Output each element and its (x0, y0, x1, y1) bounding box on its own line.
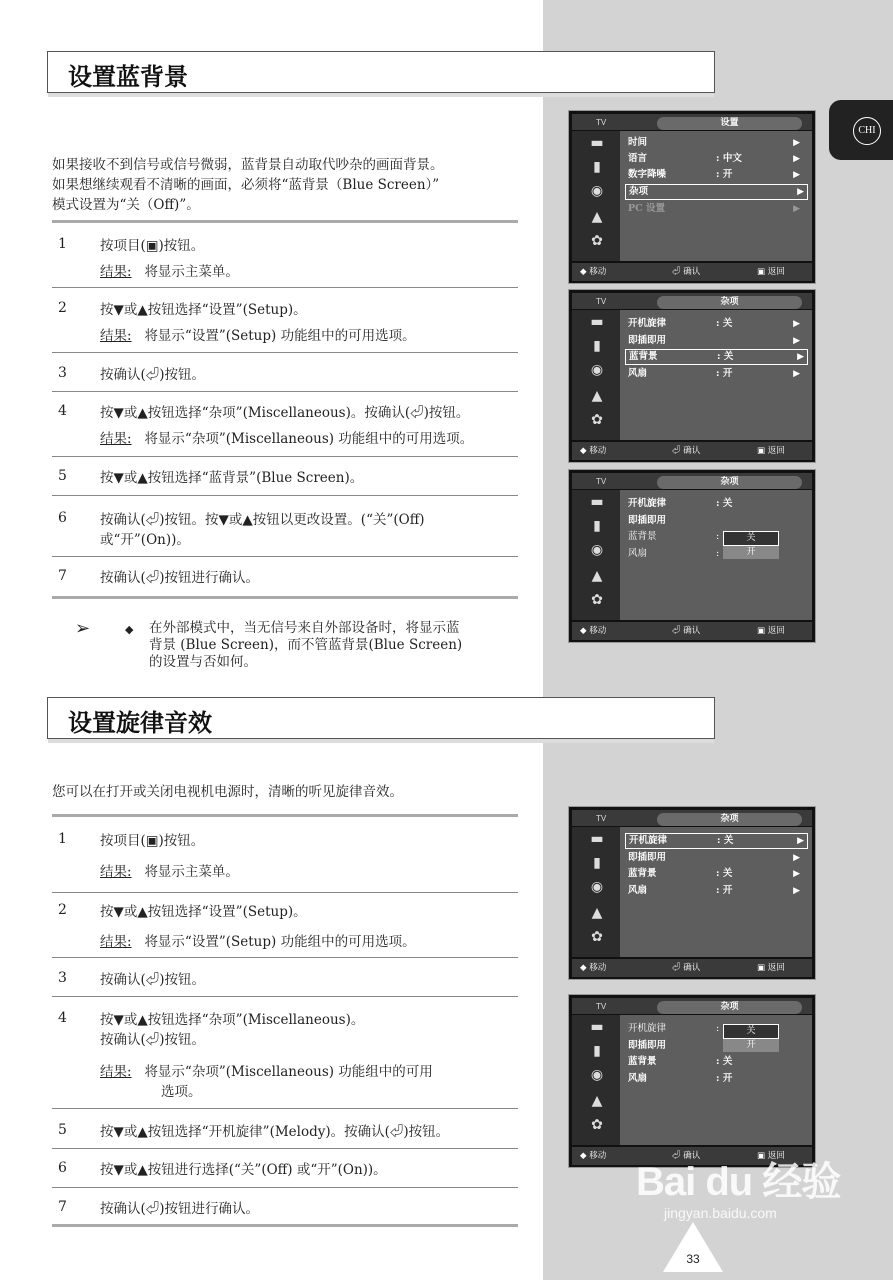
osd-move-hint: ◆ 移动 (580, 963, 607, 973)
osd-tv-label: TV (596, 477, 607, 486)
osd-row-value: : 中文 (716, 153, 742, 164)
arrow-right-icon: ▶ (793, 204, 800, 214)
step-result (100, 1062, 520, 1102)
step-text: 按▼或▲按钮选择“蓝背景”(Blue Screen)。 (100, 470, 364, 486)
osd-row-value: : 开 (716, 169, 733, 180)
step-result (100, 429, 520, 449)
osd-row (628, 850, 800, 866)
osd-row (628, 366, 800, 382)
picture-icon: ▬ (590, 314, 604, 330)
osd-icon-column (572, 827, 620, 957)
channel-icon: ◉ (590, 542, 604, 558)
arrow-right-icon: ▶ (793, 138, 800, 148)
result-text: 将显示“设置”(Setup) 功能组中的可用选项。 (144, 934, 416, 950)
step-result (100, 862, 520, 882)
osd-back-hint: ▣ 返回 (757, 446, 785, 456)
osd-move-hint: ◆ 移动 (580, 267, 607, 277)
note-line: 的设置与否如何。 (149, 654, 257, 670)
watermark-brand: Bai du 经验 (636, 1160, 841, 1204)
input-icon: ✿ (591, 1117, 603, 1133)
step-text: 按确认(⏎)按钮进行确认。 (100, 1201, 260, 1217)
divider (52, 1108, 518, 1109)
osd-back-hint: ▣ 返回 (757, 963, 785, 973)
step-text: 按项目(▣)按钮。 (100, 238, 205, 254)
result-text: 选项。 (161, 1084, 202, 1100)
divider (52, 456, 518, 457)
osd-icon-column (572, 310, 620, 440)
osd-main (620, 827, 812, 957)
osd-row-label: 风扇 (628, 548, 648, 559)
osd-row (628, 201, 800, 217)
osd-title: 杂项 (657, 476, 802, 489)
osd-tv-label: TV (596, 1002, 607, 1011)
step-text (100, 510, 520, 550)
language-badge: CHI (853, 117, 881, 145)
step-number: 3 (58, 970, 67, 986)
step-text: 按▼或▲按钮选择“设置”(Setup)。 (100, 302, 307, 318)
osd-row-value: : 开 (716, 885, 733, 896)
osd-row-label: 开机旋律 (628, 318, 667, 329)
osd-row-label: 即插即用 (628, 515, 667, 526)
osd-move-hint: ◆ 移动 (580, 446, 607, 456)
step-text: 按▼或▲按钮选择“开机旋律”(Melody)。按确认(⏎)按钮。 (100, 1124, 450, 1140)
osd-row (628, 496, 800, 512)
osd-row-value: : 关 (717, 835, 734, 846)
section1-title: 设置蓝背景 (68, 62, 188, 91)
arrow-right-icon: ▶ (793, 869, 800, 879)
osd-row-label: 杂项 (629, 186, 649, 197)
osd-row-value: : 关 (716, 1056, 733, 1067)
osd-row-label: PC 设置 (628, 203, 666, 214)
osd-row (628, 135, 800, 151)
osd-tv-label: TV (596, 814, 607, 823)
step-text: 按确认(⏎)按钮进行确认。 (100, 570, 260, 586)
sound-icon: ▮ (593, 1043, 601, 1059)
sound-icon: ▮ (593, 518, 601, 534)
step-number: 2 (58, 300, 67, 316)
osd-row-colon: : (716, 548, 720, 559)
result-text: 将显示主菜单。 (144, 264, 239, 280)
osd-option-on: 开 (723, 546, 779, 559)
osd-ok-hint: ⏎ 确认 (672, 963, 701, 973)
sound-icon: ▮ (593, 338, 601, 354)
intro-line: 如果接收不到信号或信号微弱，蓝背景自动取代吵杂的画面背景。 (52, 157, 444, 173)
osd-back-hint: ▣ 返回 (757, 626, 785, 636)
osd-row-value: : 关 (716, 498, 733, 509)
section2-title: 设置旋律音效 (68, 708, 212, 737)
osd-row-selected (625, 833, 808, 849)
step-line: 按确认(⏎)按钮。 (100, 1032, 206, 1048)
osd-option-popup (723, 1024, 779, 1052)
channel-icon: ◉ (590, 879, 604, 895)
osd-misc-menu-4 (568, 994, 816, 1168)
osd-row-label: 即插即用 (628, 852, 667, 863)
result-label: 结果: (100, 328, 132, 344)
osd-move-hint: ◆ 移动 (580, 1151, 607, 1161)
result-label: 结果: (100, 864, 132, 880)
step-number: 1 (58, 236, 67, 252)
osd-icon-column (572, 131, 620, 261)
intro-line: 模式设置为“关（Off)”。 (52, 197, 200, 213)
divider (52, 996, 518, 997)
osd-row (628, 333, 800, 349)
picture-icon: ▬ (590, 135, 604, 151)
input-icon: ✿ (591, 929, 603, 945)
osd-footer (572, 442, 812, 460)
osd-tv-label: TV (596, 118, 607, 127)
divider (52, 596, 518, 599)
arrow-right-icon: ▶ (793, 154, 800, 164)
osd-row-label: 语言 (628, 153, 648, 164)
result-text: 将显示主菜单。 (144, 864, 239, 880)
step-result (100, 932, 520, 952)
note-text (149, 620, 519, 671)
divider (52, 957, 518, 958)
step-number: 5 (58, 468, 67, 484)
setup-icon: ▲ (591, 388, 603, 404)
osd-misc-menu-1 (568, 289, 816, 463)
osd-row-label: 数字降噪 (628, 169, 667, 180)
osd-main (620, 1015, 812, 1145)
divider (52, 556, 518, 557)
note-line: 在外部模式中，当无信号来自外部设备时，将显示蓝 (149, 620, 460, 636)
divider (52, 352, 518, 353)
intro-line: 如果想继续观看不清晰的画面，必须将“蓝背景（Blue Screen）” (52, 177, 440, 193)
osd-title: 杂项 (657, 813, 802, 826)
osd-row-label: 开机旋律 (628, 498, 667, 509)
input-icon: ✿ (591, 592, 603, 608)
step-number: 2 (58, 902, 67, 918)
divider (52, 495, 518, 496)
osd-row-label: 即插即用 (628, 335, 667, 346)
osd-footer (572, 622, 812, 640)
osd-row-label: 风扇 (628, 885, 648, 896)
osd-row-value: : 关 (716, 868, 733, 879)
osd-main (620, 490, 812, 620)
osd-misc-menu-3 (568, 806, 816, 980)
osd-row-label: 开机旋律 (629, 835, 668, 846)
setup-icon: ▲ (591, 1093, 603, 1109)
step-text: 按确认(⏎)按钮。 (100, 367, 206, 383)
osd-row (628, 1071, 800, 1087)
divider (52, 391, 518, 392)
osd-option-off: 关 (723, 531, 779, 546)
osd-header (572, 293, 812, 309)
osd-main (620, 131, 812, 261)
osd-title: 设置 (657, 117, 802, 130)
osd-header (572, 810, 812, 826)
step-result (100, 262, 520, 282)
arrow-right-icon: ▶ (793, 170, 800, 180)
arrow-right-icon: ▶ (797, 187, 804, 197)
result-label: 结果: (100, 1064, 132, 1080)
step-text (100, 1010, 520, 1050)
setup-icon: ▲ (591, 209, 603, 225)
result-text: 将显示“设置”(Setup) 功能组中的可用选项。 (144, 328, 416, 344)
osd-header (572, 114, 812, 130)
result-text: 将显示“杂项”(Miscellaneous) 功能组中的可用 (144, 1064, 433, 1080)
arrow-right-icon: ▶ (793, 319, 800, 329)
divider (52, 220, 518, 223)
osd-row (628, 883, 800, 899)
arrow-right-icon: ▶ (793, 336, 800, 346)
step-text: 按▼或▲按钮进行选择(“关”(Off) 或“开”(On))。 (100, 1162, 387, 1178)
step-number: 7 (58, 568, 67, 584)
arrow-right-icon: ▶ (797, 352, 804, 362)
osd-row-selected (625, 349, 808, 365)
osd-row (628, 151, 800, 167)
arrow-right-icon: ▶ (797, 836, 804, 846)
osd-row-value: : 关 (717, 351, 734, 362)
osd-row-selected (625, 184, 808, 200)
channel-icon: ◉ (590, 183, 604, 199)
step-number: 4 (58, 1010, 67, 1026)
osd-footer (572, 959, 812, 977)
step-number: 3 (58, 365, 67, 381)
watermark (636, 1150, 840, 1221)
osd-tv-label: TV (596, 297, 607, 306)
osd-row-colon: : (716, 531, 720, 542)
language-tab (829, 100, 893, 160)
osd-title: 杂项 (657, 296, 802, 309)
picture-icon: ▬ (590, 1019, 604, 1035)
arrow-right-icon: ▶ (793, 853, 800, 863)
sound-icon: ▮ (593, 855, 601, 871)
step-number: 7 (58, 1199, 67, 1215)
osd-back-hint: ▣ 返回 (757, 267, 785, 277)
osd-move-hint: ◆ 移动 (580, 626, 607, 636)
section2-intro: 您可以在打开或关闭电视机电源时，清晰的听见旋律音效。 (52, 784, 403, 800)
osd-main (620, 310, 812, 440)
section1-intro (52, 155, 522, 215)
step-text: 按确认(⏎)按钮。 (100, 972, 206, 988)
step-text: 按▼或▲按钮选择“杂项”(Miscellaneous)。按确认(⏎)按钮。 (100, 405, 470, 421)
note-line: 背景 (Blue Screen)，而不管蓝背景(Blue Screen) (149, 637, 463, 653)
osd-header (572, 473, 812, 489)
step-line: 按确认(⏎)按钮。按▼或▲按钮以更改设置。(“关”(Off) (100, 512, 425, 528)
picture-icon: ▬ (590, 494, 604, 510)
osd-row-label: 即插即用 (628, 1040, 667, 1051)
input-icon: ✿ (591, 233, 603, 249)
sound-icon: ▮ (593, 159, 601, 175)
step-line: 按▼或▲按钮选择“杂项”(Miscellaneous)。 (100, 1012, 365, 1028)
channel-icon: ◉ (590, 1067, 604, 1083)
osd-icon-column (572, 1015, 620, 1145)
section1-title-box (47, 51, 715, 93)
osd-row-value: : 开 (716, 1073, 733, 1084)
step-result (100, 326, 520, 346)
osd-ok-hint: ⏎ 确认 (672, 446, 701, 456)
divider (52, 1148, 518, 1149)
arrow-right-icon: ▶ (793, 369, 800, 379)
diamond-bullet-icon: ◆ (125, 623, 134, 636)
osd-row (628, 316, 800, 332)
osd-row-label: 蓝背景 (628, 1056, 657, 1067)
step-number: 5 (58, 1122, 67, 1138)
osd-row-label: 蓝背景 (628, 868, 657, 879)
osd-row (628, 866, 800, 882)
divider (52, 1187, 518, 1188)
osd-header (572, 998, 812, 1014)
result-label: 结果: (100, 431, 132, 447)
divider (52, 814, 518, 817)
osd-row-label: 风扇 (628, 368, 648, 379)
osd-ok-hint: ⏎ 确认 (672, 1151, 701, 1161)
result-label: 结果: (100, 934, 132, 950)
osd-footer (572, 263, 812, 281)
step-number: 6 (58, 510, 67, 526)
result-text: 将显示“杂项”(Miscellaneous) 功能组中的可用选项。 (144, 431, 474, 447)
picture-icon: ▬ (590, 831, 604, 847)
divider (52, 892, 518, 893)
osd-row-label: 风扇 (628, 1073, 648, 1084)
step-number: 6 (58, 1160, 67, 1176)
osd-row-value: : 关 (716, 318, 733, 329)
osd-row (628, 167, 800, 183)
step-number: 1 (58, 831, 67, 847)
setup-icon: ▲ (591, 568, 603, 584)
osd-option-popup (723, 531, 779, 559)
osd-icon-column (572, 490, 620, 620)
input-icon: ✿ (591, 412, 603, 428)
step-number: 4 (58, 403, 67, 419)
watermark-url: jingyan.baidu.com (664, 1205, 777, 1221)
osd-misc-menu-2 (568, 469, 816, 643)
osd-row-label: 时间 (628, 137, 648, 148)
arrow-icon: ➢ (75, 618, 91, 639)
channel-icon: ◉ (590, 362, 604, 378)
osd-row (628, 1054, 800, 1070)
osd-option-off: 关 (723, 1024, 779, 1039)
osd-row (628, 513, 800, 529)
arrow-right-icon: ▶ (793, 886, 800, 896)
setup-icon: ▲ (591, 905, 603, 921)
osd-row-label: 蓝背景 (629, 351, 658, 362)
step-text: 按项目(▣)按钮。 (100, 833, 205, 849)
divider (52, 287, 518, 288)
osd-row-value: : 开 (716, 368, 733, 379)
section2-title-box (47, 697, 715, 739)
osd-ok-hint: ⏎ 确认 (672, 626, 701, 636)
osd-setup-menu (568, 110, 816, 284)
osd-option-on: 开 (723, 1039, 779, 1052)
osd-row-label: 开机旋律 (628, 1023, 667, 1034)
osd-row-colon: : (716, 1023, 720, 1034)
osd-back-hint: ▣ 返回 (757, 1151, 785, 1161)
result-label: 结果: (100, 264, 132, 280)
osd-row-label: 蓝背景 (628, 531, 657, 542)
step-text: 按▼或▲按钮选择“设置”(Setup)。 (100, 904, 307, 920)
step-line: 或“开”(On))。 (100, 532, 190, 548)
osd-ok-hint: ⏎ 确认 (672, 267, 701, 277)
osd-title: 杂项 (657, 1001, 802, 1014)
divider (52, 1224, 518, 1227)
page-number: 33 (686, 1252, 700, 1266)
